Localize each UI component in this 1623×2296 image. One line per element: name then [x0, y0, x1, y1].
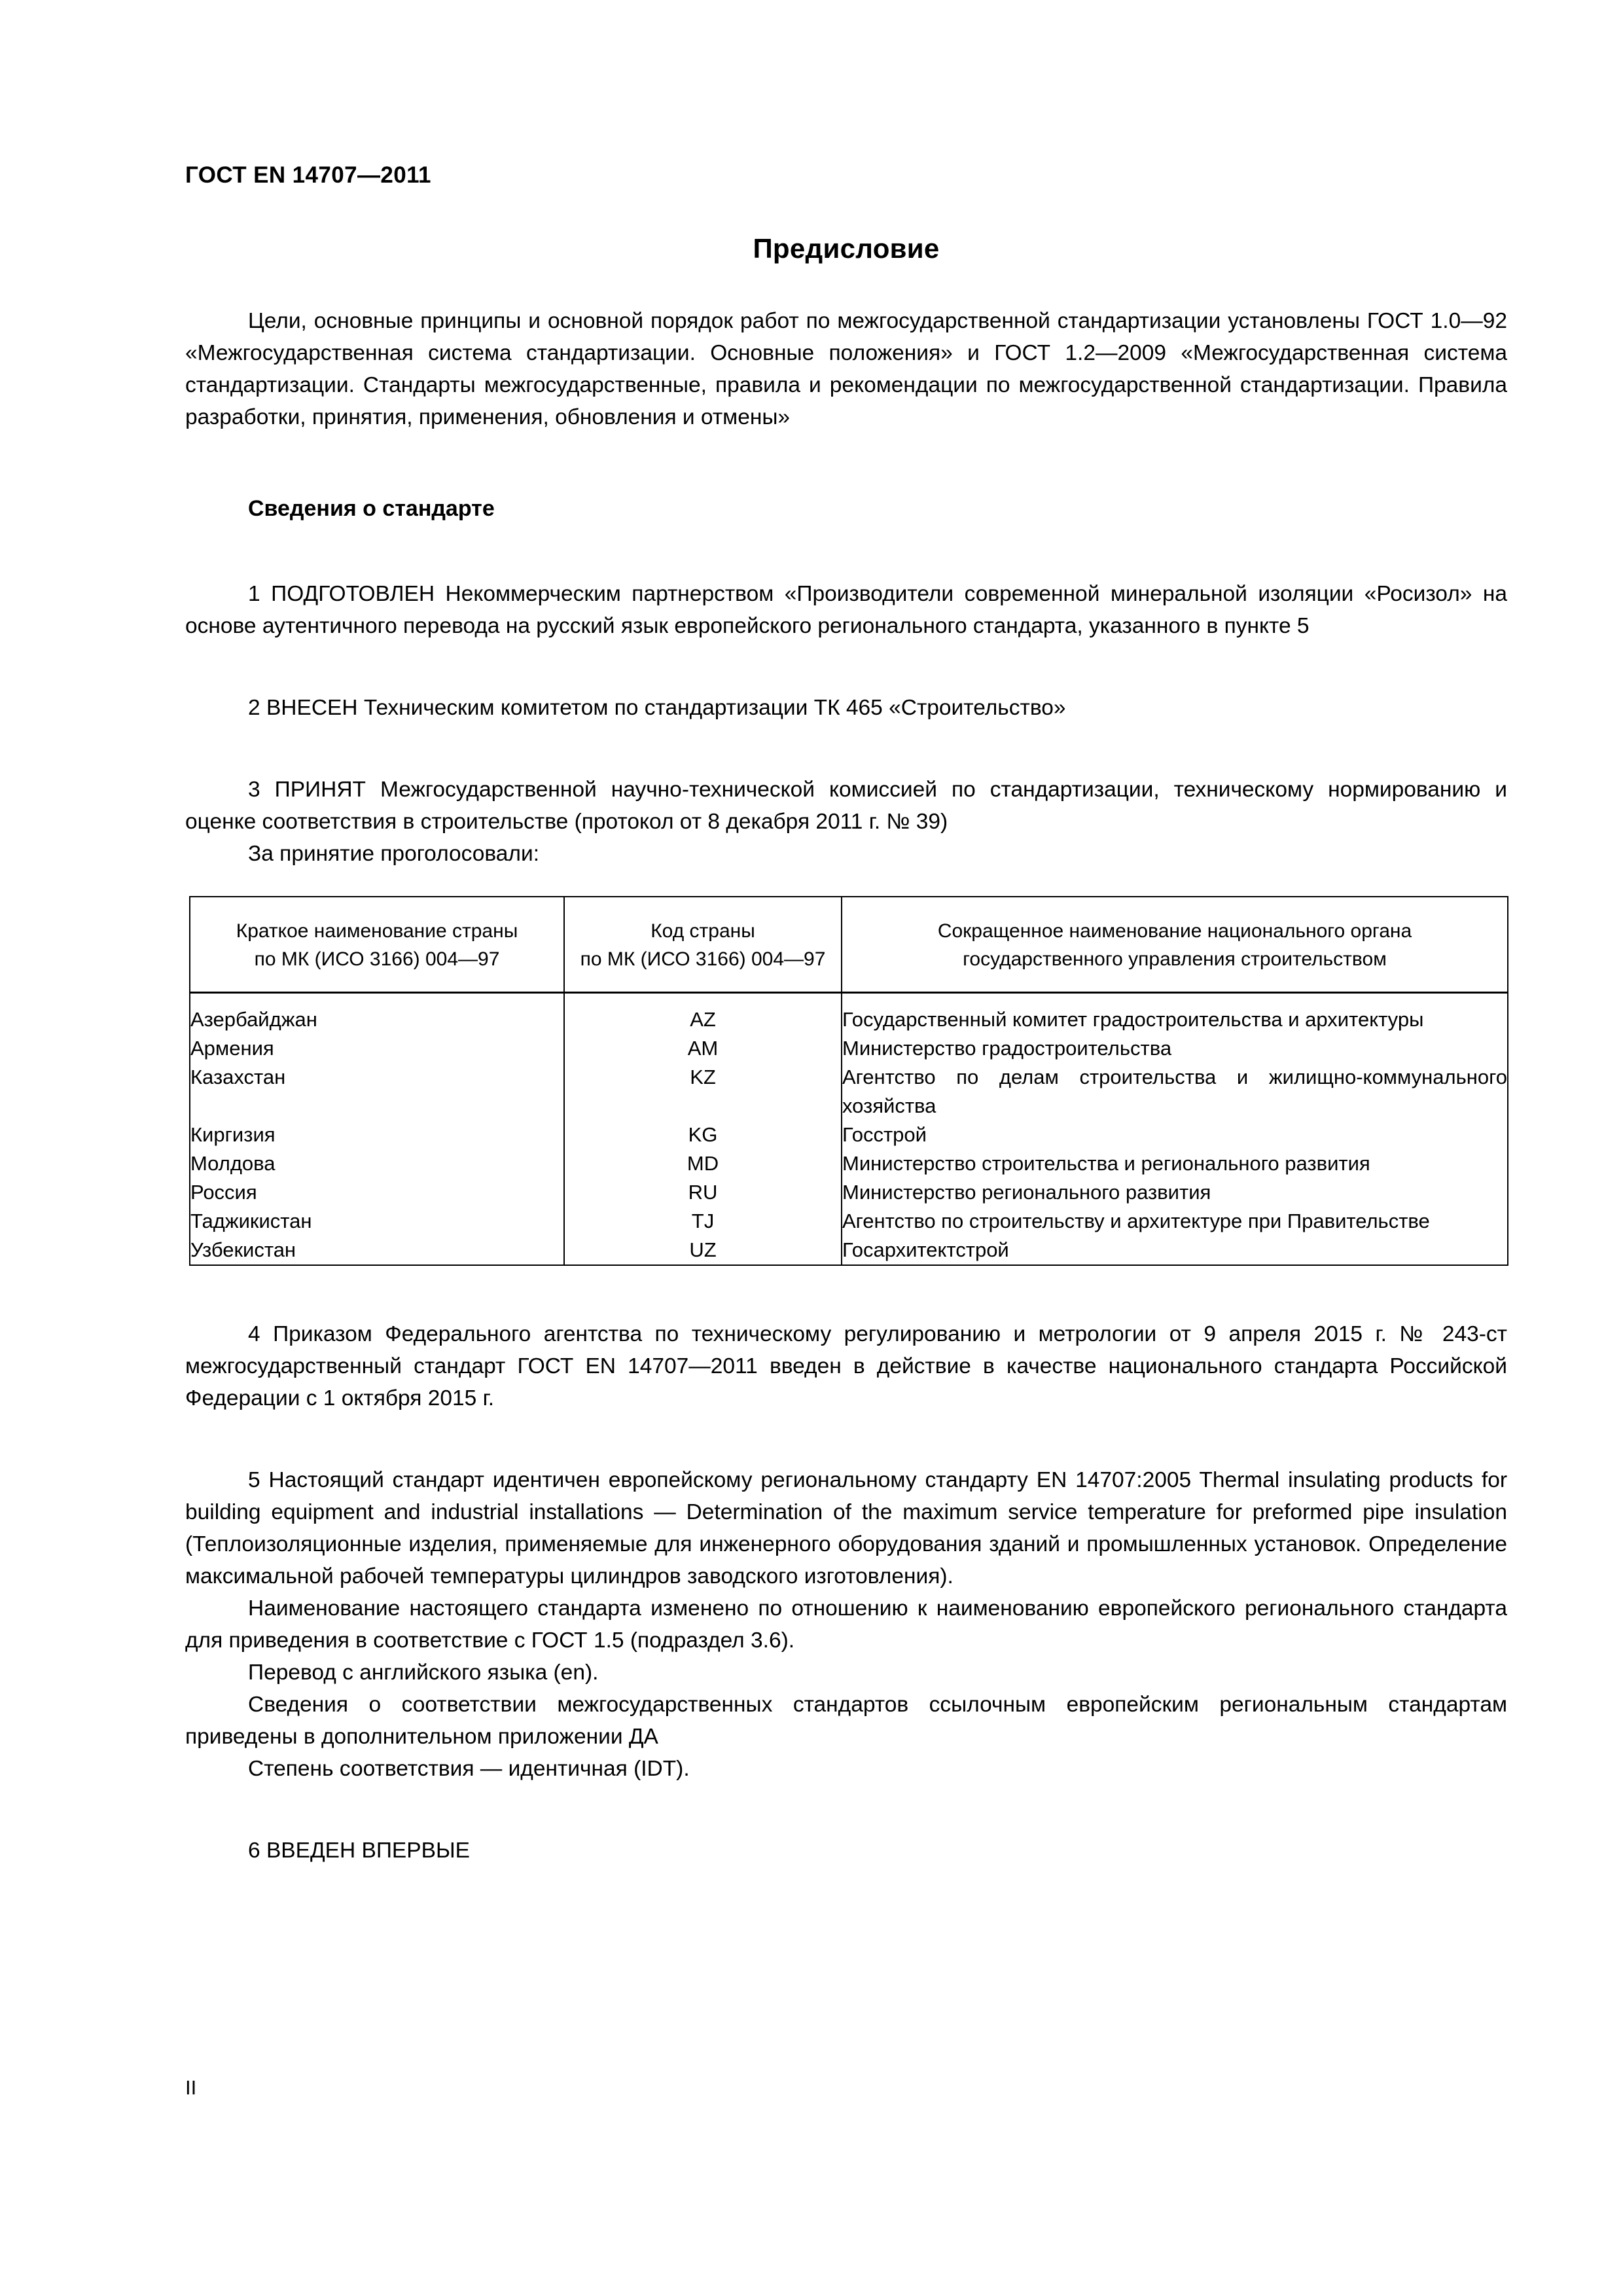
table-row: [190, 1005, 1508, 1034]
cell-code: AZ: [564, 1005, 842, 1034]
clause-5-note-1: Наименование настоящего стандарта изменено по отношению к наименованию европейского регионального стандарта для приведения в соответствие с ГОСТ 1.5 (подраздел 3.6).: [185, 1596, 1507, 1653]
clause-3: 3 ПРИНЯТ Межгосударственной научно-технической комиссией по стандартизации, техническому нормированию и оценке соответствия в строительстве (протокол от 8 декабря 2011 г. № 39): [185, 778, 1507, 834]
cell-code: TJ: [564, 1207, 842, 1236]
clause-6: 6 ВВЕДЕН ВПЕРВЫЕ: [248, 1839, 470, 1863]
table-row: [190, 1178, 1508, 1207]
cell-authority: Агентство по строительству и архитектуре при Правительстве: [842, 1207, 1508, 1236]
cell-country: Киргизия: [190, 1121, 564, 1149]
table-row: [190, 1149, 1508, 1178]
intro-paragraph: Цели, основные принципы и основной порядок работ по межгосударственной стандартизации установлены ГОСТ 1.0—92 «Межгосударственная система стандартизации. Основные положения» и ГОСТ 1.2—2009 «Межгосударственная система стандартизации. Стандарты межгосударственные, правила и рекомендации по межгосударственной стандартизации. Правила разработки, принятия, применения, обновления и отмены»: [185, 309, 1507, 429]
cell-code: KZ: [564, 1063, 842, 1121]
cell-code: MD: [564, 1149, 842, 1178]
column-header-country: [190, 897, 564, 993]
cell-code: AM: [564, 1034, 842, 1063]
cell-authority: Государственный комитет градостроительства и архитектуры: [842, 1005, 1508, 1034]
cell-code: RU: [564, 1178, 842, 1207]
page-title: Предисловие: [753, 233, 940, 264]
clause-2: 2 ВНЕСЕН Техническим комитетом по стандартизации ТК 465 «Строительство»: [248, 696, 1066, 720]
column-header-country-line2: по МК (ИСО 3166) 004—97: [254, 948, 500, 970]
clause-3-vote-lead: За принятие проголосовали:: [248, 842, 540, 866]
column-header-authority-line2: государственного управления строительством: [963, 948, 1387, 970]
cell-country: Узбекистан: [190, 1236, 564, 1265]
cell-authority: Агентство по делам строительства и жилищно-коммунального хозяйства: [842, 1063, 1508, 1121]
column-header-authority-line1: Сокращенное наименование национального органа: [937, 920, 1412, 942]
standard-info-heading: Сведения о стандарте: [248, 496, 495, 521]
cell-code: KG: [564, 1121, 842, 1149]
table-row: [190, 1236, 1508, 1265]
table-row: [190, 1034, 1508, 1063]
cell-authority: Министерство регионального развития: [842, 1178, 1508, 1207]
cell-country: Россия: [190, 1178, 564, 1207]
column-header-code-line1: Код страны: [651, 920, 755, 942]
vote-table: [189, 896, 1508, 1266]
column-header-code: [564, 897, 842, 993]
table-header-row: [190, 897, 1508, 993]
clause-4: 4 Приказом Федерального агентства по техническому регулированию и метрологии от 9 апреля 2015 г. № 243-ст межгосударственный стандарт ГОСТ EN 14707—2011 введен в действие в качестве национального стандарта Российской Федерации с 1 октября 2015 г.: [185, 1322, 1507, 1410]
cell-authority: Госстрой: [842, 1121, 1508, 1149]
column-header-code-line2: по МК (ИСО 3166) 004—97: [580, 948, 826, 970]
column-header-country-line1: Краткое наименование страны: [236, 920, 518, 942]
clause-5-note-4: Степень соответствия — идентичная (IDT).: [248, 1757, 690, 1781]
cell-country: Таджикистан: [190, 1207, 564, 1236]
document-header-standard-id: ГОСТ EN 14707—2011: [185, 162, 431, 188]
column-header-authority: [842, 897, 1508, 993]
clause-1: 1 ПОДГОТОВЛЕН Некоммерческим партнерством «Производители современной минеральной изоляции «Росизол» на основе аутентичного перевода на русский язык европейского регионального стандарта, указанного в пункте 5: [185, 582, 1507, 638]
table-row: [190, 1063, 1508, 1121]
clause-5: 5 Настоящий стандарт идентичен европейскому региональному стандарту EN 14707:2005 Thermal insulating products for building equipment and industrial installations — Determination of the maximum service temperature for preformed pipe insulation (Теплоизоляционные изделия, применяемые для инженерного оборудования зданий и промышленных установок. Определение максимальной рабочей температуры цилиндров заводского изготовления).: [185, 1468, 1507, 1588]
cell-code: UZ: [564, 1236, 842, 1265]
cell-country: Казахстан: [190, 1063, 564, 1121]
table-row: [190, 1121, 1508, 1149]
clause-5-note-2: Перевод с английского языка (en).: [248, 1660, 599, 1685]
vote-table-header: [190, 897, 1508, 993]
cell-country: Армения: [190, 1034, 564, 1063]
cell-country: Азербайджан: [190, 1005, 564, 1034]
vote-table-container: [185, 896, 1507, 1266]
clause-5-note-3: Сведения о соответствии межгосударственных стандартов ссылочным европейским региональным стандартам приведены в дополнительном приложении ДА: [185, 1693, 1507, 1749]
cell-authority: Госархитектстрой: [842, 1236, 1508, 1265]
cell-authority: Министерство строительства и регионального развития: [842, 1149, 1508, 1178]
cell-authority: Министерство градостроительства: [842, 1034, 1508, 1063]
page-number: II: [185, 2076, 197, 2099]
vote-table-body: [190, 993, 1508, 1266]
table-row: [190, 1207, 1508, 1236]
table-spacer: [190, 993, 1508, 1006]
document-content: [185, 216, 1507, 1867]
cell-country: Молдова: [190, 1149, 564, 1178]
